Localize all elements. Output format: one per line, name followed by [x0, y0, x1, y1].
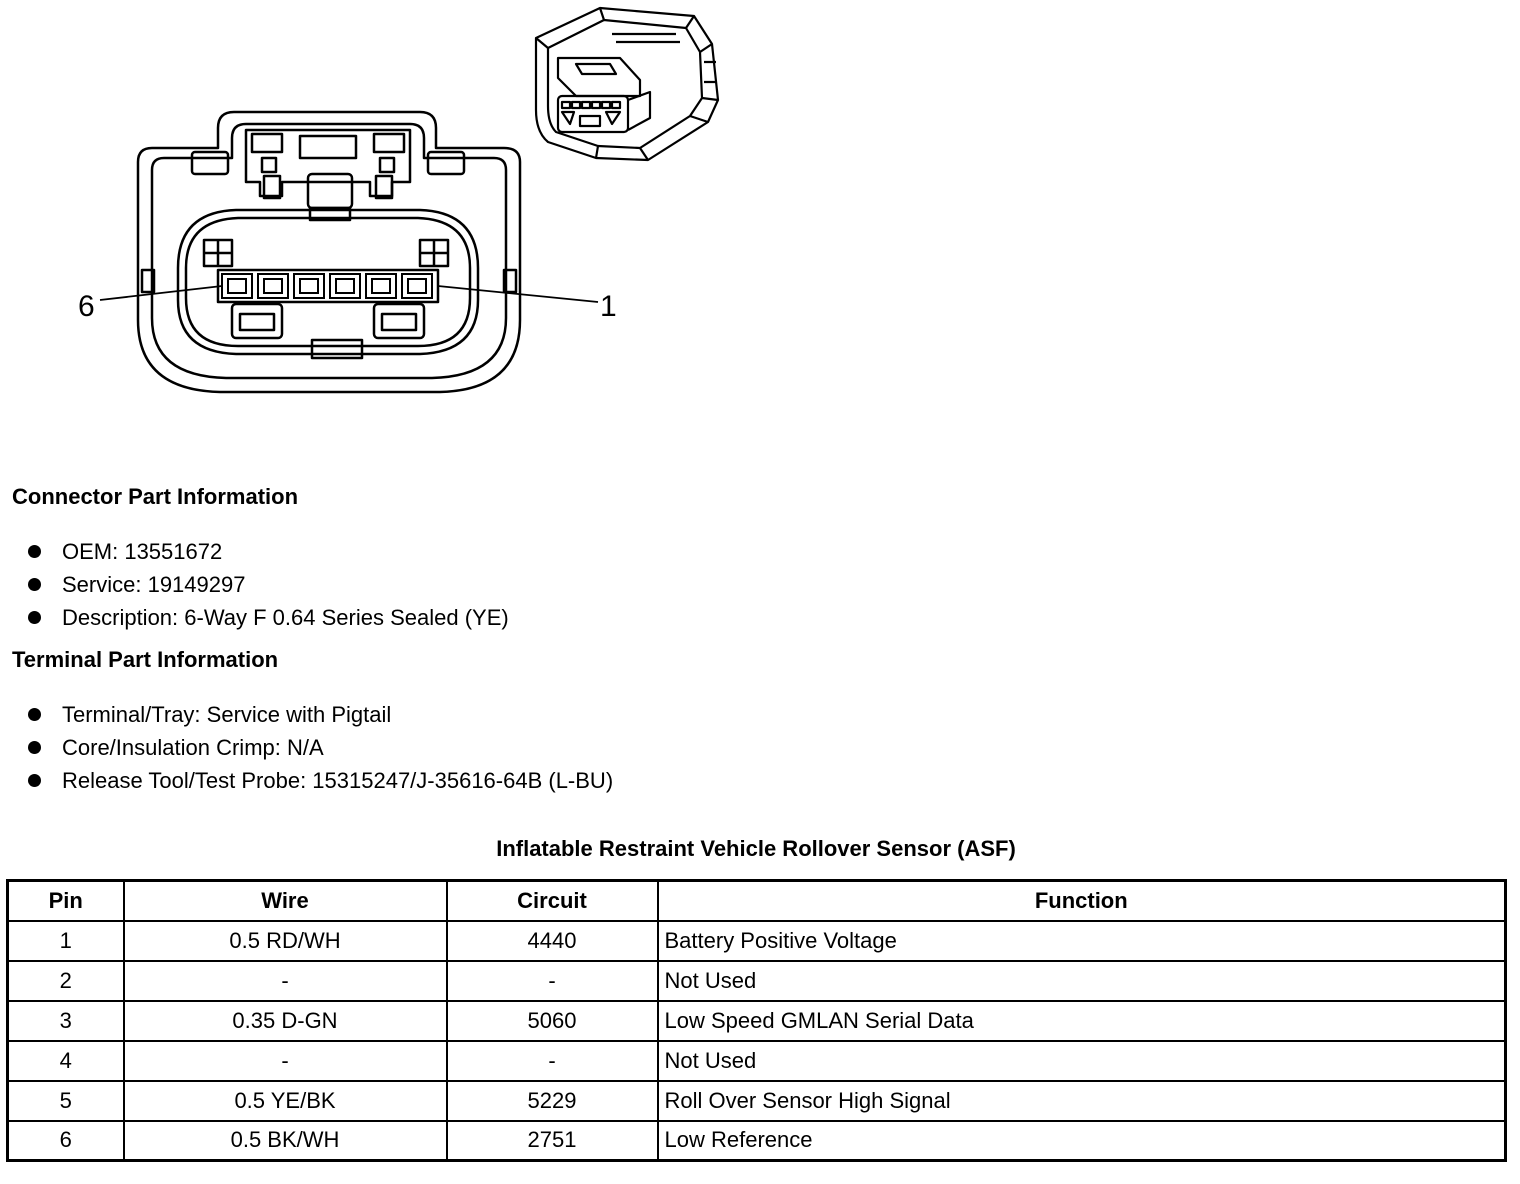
circuit-cell: 2751 — [447, 1121, 658, 1161]
function-cell: Battery Positive Voltage — [658, 921, 1506, 961]
bullet-icon — [28, 774, 41, 787]
pin-cavity-3 — [330, 274, 360, 298]
connector-perspective-view — [536, 8, 718, 160]
circuit-cell: 4440 — [447, 921, 658, 961]
wire-cell: - — [124, 1041, 447, 1081]
pin-cell: 1 — [8, 921, 124, 961]
list-item: Service: 19149297 — [28, 568, 509, 601]
pin-label-6: 6 — [78, 290, 95, 323]
leader-line-6 — [100, 286, 222, 300]
connector-info-list — [28, 535, 509, 634]
connector-info-title: Connector Part Information — [12, 484, 299, 509]
circuit-cell: - — [447, 961, 658, 1001]
terminal-info-title: Terminal Part Information — [12, 647, 279, 672]
pin-cell: 5 — [8, 1081, 124, 1121]
pin-cavity-1 — [402, 274, 432, 298]
pin-table-title: Inflatable Restraint Vehicle Rollover Sensor (ASF) — [496, 836, 1016, 861]
wire-cell: - — [124, 961, 447, 1001]
pin-cell: 3 — [8, 1001, 124, 1041]
wire-cell: 0.35 D-GN — [124, 1001, 447, 1041]
table-row — [8, 921, 1506, 961]
function-cell: Low Reference — [658, 1121, 1506, 1161]
pin-cavity-6 — [222, 274, 252, 298]
table-row — [8, 1121, 1506, 1161]
function-cell: Low Speed GMLAN Serial Data — [658, 1001, 1506, 1041]
column-header-wire: Wire — [124, 881, 447, 921]
list-item: Description: 6-Way F 0.64 Series Sealed (YE) — [28, 601, 509, 634]
wire-cell: 0.5 YE/BK — [124, 1081, 447, 1121]
circuit-cell: - — [447, 1041, 658, 1081]
pin-cavity-4 — [294, 274, 324, 298]
pin-cell: 6 — [8, 1121, 124, 1161]
bullet-icon — [28, 578, 41, 591]
table-row — [8, 1081, 1506, 1121]
column-header-circuit: Circuit — [447, 881, 658, 921]
pin-table — [6, 879, 1507, 1162]
column-header-pin: Pin — [8, 881, 124, 921]
column-header-function: Function — [658, 881, 1506, 921]
bullet-icon — [28, 741, 41, 754]
connector-diagram — [0, 0, 760, 420]
table-row — [8, 961, 1506, 1001]
terminal-info-list — [28, 698, 613, 797]
pin-cavity-2 — [366, 274, 396, 298]
table-header-row — [8, 881, 1506, 921]
table-row — [8, 1001, 1506, 1041]
circuit-cell: 5229 — [447, 1081, 658, 1121]
function-cell: Not Used — [658, 1041, 1506, 1081]
bullet-icon — [28, 708, 41, 721]
table-row — [8, 1041, 1506, 1081]
function-cell: Not Used — [658, 961, 1506, 1001]
wire-cell: 0.5 RD/WH — [124, 921, 447, 961]
pin-cell: 2 — [8, 961, 124, 1001]
leader-line-1 — [438, 286, 598, 302]
list-item: Release Tool/Test Probe: 15315247/J-35616-64B (L-BU) — [28, 764, 613, 797]
pin-cavity-5 — [258, 274, 288, 298]
list-item: Core/Insulation Crimp: N/A — [28, 731, 613, 764]
list-item: Terminal/Tray: Service with Pigtail — [28, 698, 613, 731]
function-cell: Roll Over Sensor High Signal — [658, 1081, 1506, 1121]
circuit-cell: 5060 — [447, 1001, 658, 1041]
wire-cell: 0.5 BK/WH — [124, 1121, 447, 1161]
pin-cell: 4 — [8, 1041, 124, 1081]
pin-label-1: 1 — [600, 290, 617, 323]
list-item: OEM: 13551672 — [28, 535, 509, 568]
bullet-icon — [28, 611, 41, 624]
bullet-icon — [28, 545, 41, 558]
